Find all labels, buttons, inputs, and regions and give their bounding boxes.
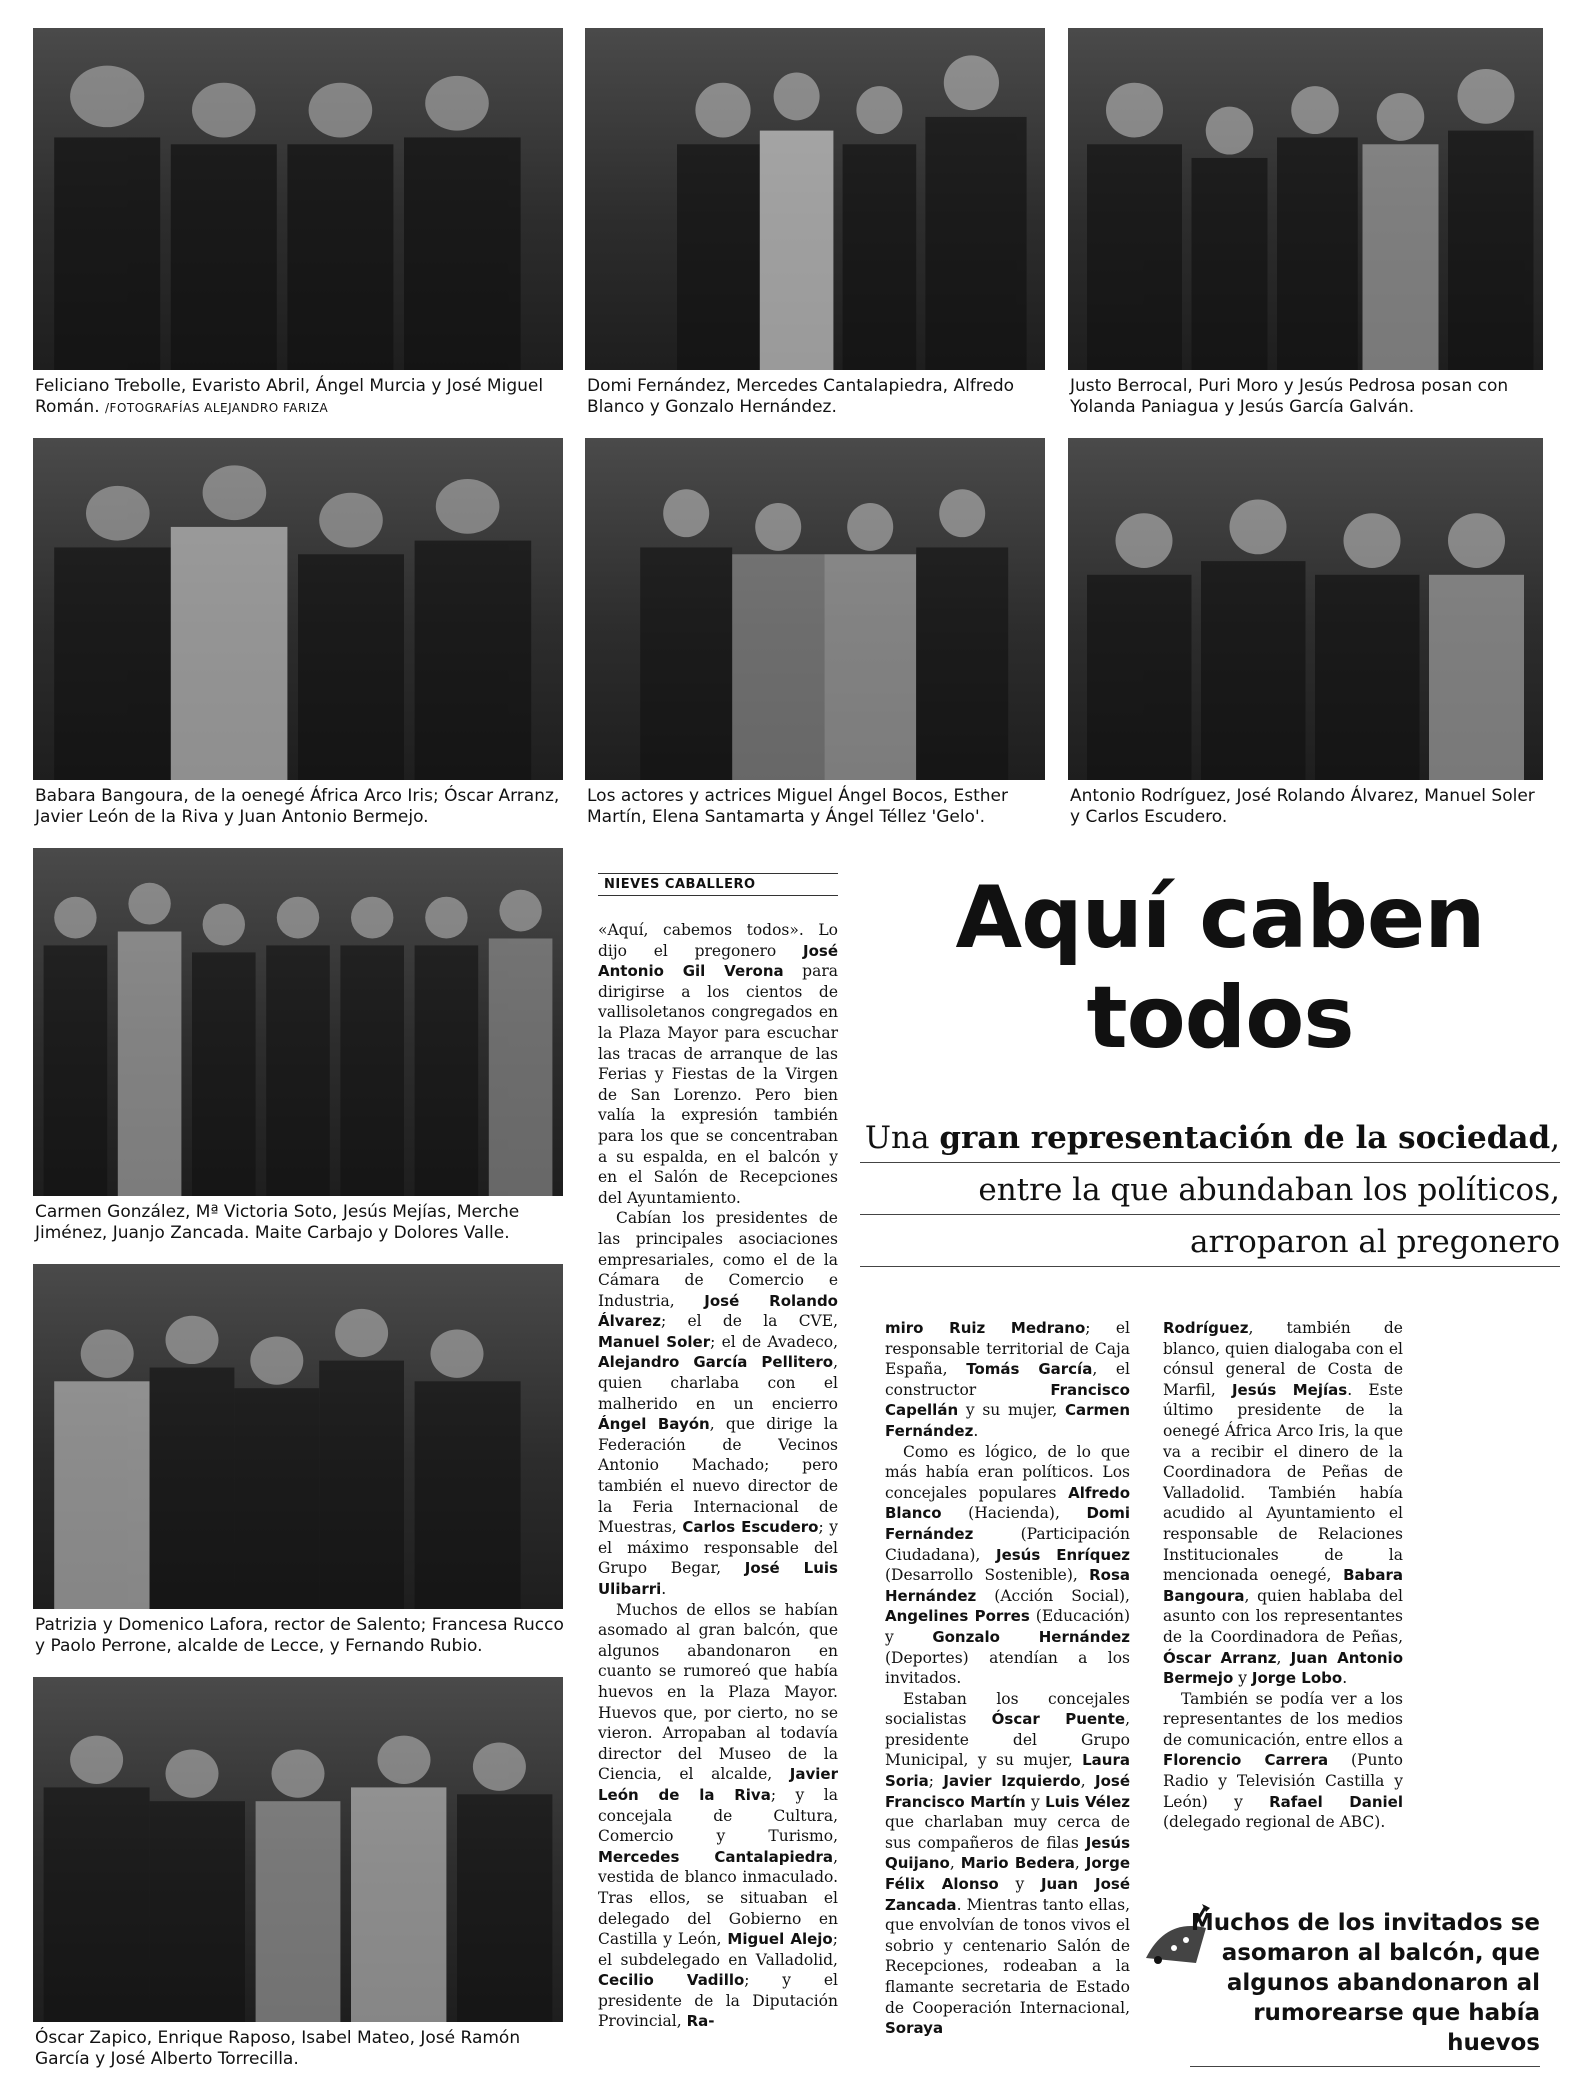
photo-7-caption: Carmen González, Mª Victoria Soto, Jesús Mejías, Merche Jiménez, Juanjo Zancada. Maite Carbajo y Dolores Valle. bbox=[35, 1202, 520, 1243]
byline: NIEVES CABALLERO bbox=[598, 873, 838, 896]
photo-7 bbox=[33, 848, 563, 1196]
photo-1 bbox=[33, 28, 563, 370]
photo-1-caption: Feliciano Trebolle, Evaristo Abril, Ángel Murcia y José Miguel Román. /FOTOGRAFÍAS ALEJANDRO FARIZA bbox=[35, 376, 544, 417]
pull-quote: Muchos de los invitados se asomaron al balcón, que algunos abandonaron al rumorearse que había huevos bbox=[1190, 1910, 1540, 2056]
photo-8-caption: Patrizia y Domenico Lafora, rector de Salento; Francesa Rucco y Paolo Perrone, alcalde de Lecce, y Fernando Rubio. bbox=[35, 1615, 564, 1656]
photo-4-caption: Babara Bangoura, de la oenegé África Arco Iris; Óscar Arranz, Javier León de la Riva y Juan Antonio Bermejo. bbox=[35, 786, 560, 827]
photo-6 bbox=[1068, 438, 1543, 780]
subheadline-line-1: Una gran representación de la sociedad, bbox=[860, 1118, 1560, 1163]
photo-5 bbox=[585, 438, 1045, 780]
headline: Aquí caben todos bbox=[955, 868, 1485, 1068]
photo-2 bbox=[585, 28, 1045, 370]
photo-3-caption: Justo Berrocal, Puri Moro y Jesús Pedrosa posan con Yolanda Paniagua y Jesús García Galván. bbox=[1070, 376, 1509, 417]
photo-2-caption: Domi Fernández, Mercedes Cantalapiedra, Alfredo Blanco y Gonzalo Hernández. bbox=[587, 376, 1015, 417]
article-column-1: «Aquí, cabemos todos». Lo dijo el pregonero José Antonio Gil Verona para dirigirse a los cientos de vallisoletanos congregados en la Plaza Mayor para escuchar las tracas de arranque de las Ferias y Fiestas de la Virgen de San Lorenzo. Pero bien valía la expresión también para los que se concentraban a su espalda, en el balcón y en el Salón de Recepciones del Ayuntamiento. Cabían los presidentes de las principales asociaciones empresariales, como el de la Cámara de Comercio e Industria, José Rolando Álvarez; el de la CVE, Manuel Soler; el de Avadeco, Alejandro García Pellitero, quien charlaba con el malherido en un encierro Ángel Bayón, que dirige la Federación de Vecinos Antonio Machado; pero también el nuevo director de la Feria Internacional de Muestras, Carlos Escudero; y el máximo responsable del Grupo Begar, José Luis Ulibarri. Muchos de ellos se habían asomado al gran balcón, que algunos abandonaron en cuanto se rumoreó que había huevos en la Plaza Mayor. Huevos que, por cierto, no se vieron. Arropaban al todavía director del Museo de la Ciencia, el alcalde, Javier León de la Riva; y la concejala de Cultura, Comercio y Turismo, Mercedes Cantalapiedra, vestida de blanco inmaculado. Tras ellos, se situaban el delegado del Gobierno en Castilla y León, Miguel Alejo; el subdelegado en Valladolid, Cecilio Vadillo; y el presidente de la Diputación Provincial, Ra- bbox=[598, 921, 839, 2031]
quote-divider bbox=[1190, 2066, 1540, 2067]
article-column-3: Rodríguez, también de blanco, quien dialogaba con el cónsul general de Costa de Marfil, Jesús Mejías. Este último presidente de la oenegé África Arco Iris, la que va a recibir el dinero de la Coordinadora de Peñas de Valladolid. También había acudido al Ayuntamiento el responsable de Relaciones Institucionales de la mencionada oenegé, Babara Bangoura, quien hablaba del asunto con los representantes de la Coordinadora de Peñas, Óscar Arranz, Juan Antonio Bermejo y Jorge Lobo. También se podía ver a los representantes de los medios de comunicación, entre ellos a Florencio Carrera (Punto Radio y Televisión Castilla y León) y Rafael Daniel (delegado regional de ABC). bbox=[1163, 1319, 1404, 1832]
photo-credit: /FOTOGRAFÍAS ALEJANDRO FARIZA bbox=[105, 401, 329, 415]
photo-9 bbox=[33, 1677, 563, 2022]
photo-3 bbox=[1068, 28, 1543, 370]
article-column-2: miro Ruiz Medrano; el responsable territorial de Caja España, Tomás García, el constructor Francisco Capellán y su mujer, Carmen Fernández. Como es lógico, de lo que más había eran políticos. Los concejales populares Alfredo Blanco (Hacienda), Domi Fernández (Participación Ciudadana), Jesús Enríquez (Desarrollo Sostenible), Rosa Hernández (Acción Social), Angelines Porres (Educación) y Gonzalo Hernández (Deportes) atendían a los invitados. Estaban los concejales socialistas Óscar Puente, presidente del Grupo Municipal, y su mujer, Laura Soria; Javier Izquierdo, José Francisco Martín y Luis Vélez que charlaban muy cerca de sus compañeros de filas Jesús Quijano, Mario Bedera, Jorge Félix Alonso y Juan José Zancada. Mientras tanto ellas, que envolvían de tonos vivos el sobrio y centenario Salón de Recepciones, rodeaban a la flamante secretaria de Estado de Cooperación Internacional, Soraya bbox=[885, 1319, 1131, 2038]
photo-4 bbox=[33, 438, 563, 780]
photo-5-caption: Los actores y actrices Miguel Ángel Bocos, Esther Martín, Elena Santamarta y Ángel Téllez 'Gelo'. bbox=[587, 786, 1008, 827]
photo-9-caption: Óscar Zapico, Enrique Raposo, Isabel Mateo, José Ramón García y José Alberto Torrecilla. bbox=[35, 2028, 521, 2069]
subheadline-line-2: entre la que abundaban los políticos, bbox=[860, 1170, 1560, 1215]
subheadline-line-3: arroparon al pregonero bbox=[860, 1222, 1560, 1267]
photo-8 bbox=[33, 1264, 563, 1609]
photo-6-caption: Antonio Rodríguez, José Rolando Álvarez, Manuel Soler y Carlos Escudero. bbox=[1070, 786, 1535, 827]
